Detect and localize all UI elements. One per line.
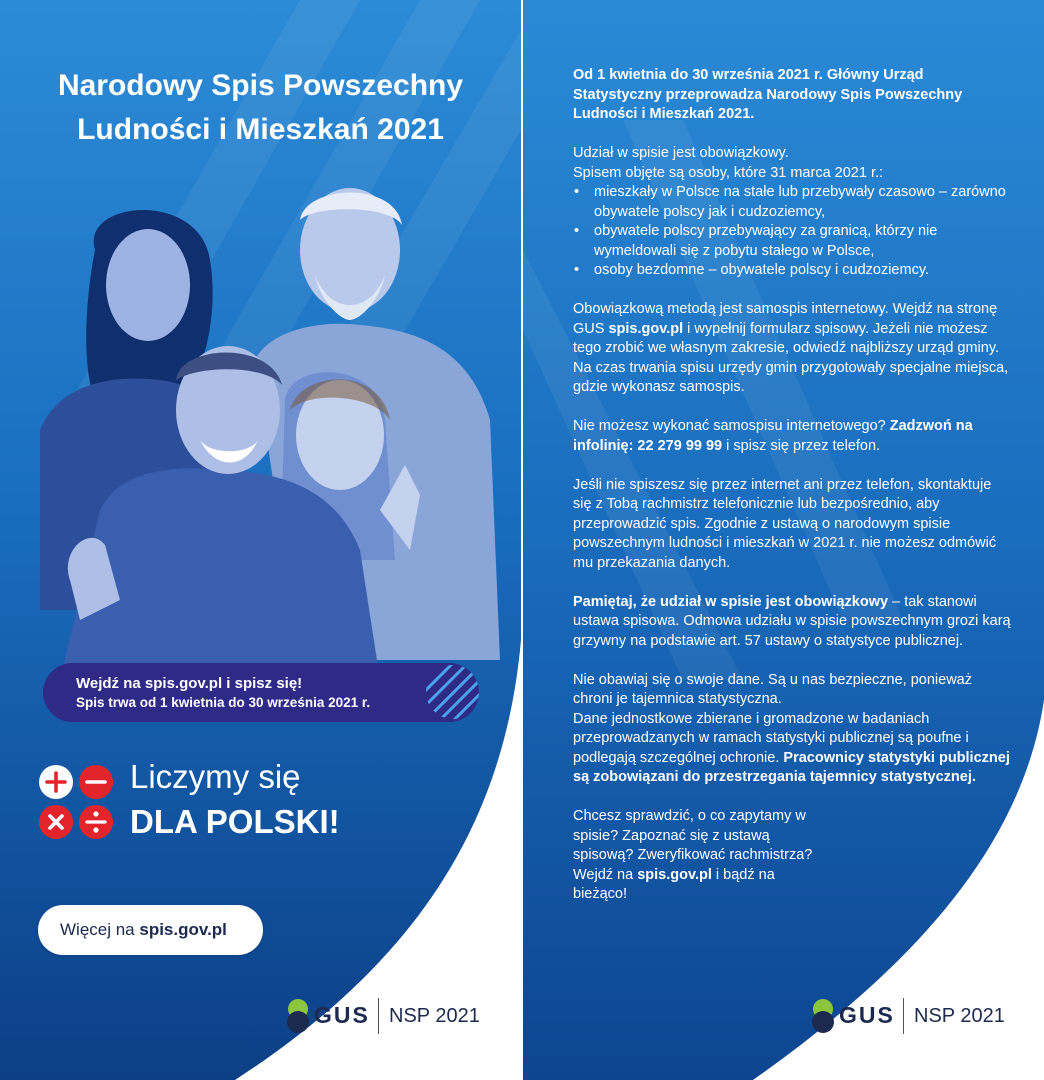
stripes-circle-icon (423, 663, 479, 722)
phone-paragraph (573, 417, 1013, 456)
math-symbols-icon (38, 764, 114, 840)
closing-text-a: Chcesz sprawdzić, o co zapytamy w spisie? Zapoznać się z ustawą spisową? Zweryfikować rachmistrza? Wejdź na (573, 808, 813, 883)
remember-bold: Pamiętaj, że udział w spisie jest obowiązkowy (573, 593, 889, 610)
promo-line-2: Spis trwa od 1 kwietnia do 30 września 2021 r. (76, 695, 371, 710)
phone-text-a: Nie możesz wykonać samospisu internetowego? (573, 418, 890, 434)
title-line-2: Ludności i Mieszkań 2021 (77, 113, 444, 146)
contact-paragraph: Jeśli nie spiszesz się przez internet ani przez telefon, skontaktuje się z Tobą rachmistrz telefonicznie lub bezpośrednio, aby przeprowadzić spis. Zgodnie z ustawą o narodowym spisie powszechnym ludności i mieszkań w 2021 r. nie możesz odmówić mu przekazania danych. (573, 476, 997, 571)
more-info-button[interactable] (38, 905, 263, 955)
nsp-logo-text: NSP 2021 (914, 1005, 1005, 1027)
remember-paragraph (573, 593, 1013, 652)
gus-logo (811, 998, 1021, 1038)
privacy-bold: Pracownicy statystyki publicznej są zobowiązani do przestrzegania tajemnicy statystycznej. (573, 749, 1010, 785)
privacy-text-a: Nie obawiaj się o swoje dane. Są u nas bezpieczne, ponieważ chroni je tajemnica statystyczna. (573, 671, 972, 707)
method-paragraph (573, 300, 1013, 398)
more-info-link[interactable]: spis.gov.pl (139, 920, 227, 939)
method-link[interactable]: spis.gov.pl (608, 320, 684, 337)
privacy-text-b: Dane jednostkowe zbierane i gromadzone w badaniach przeprowadzanych w ramach statystyki publicznej są poufne i podlegają szczególnej ochronie. (573, 710, 969, 766)
remember-rest: – tak stanowi ustawa spisowa. Odmowa udziału w spisie powszechnym grozi karą grzywny na podstawie art. 57 ustawy o statystyce publicznej. (573, 593, 1011, 649)
more-info-label (60, 920, 227, 940)
list-item: • obywatele polscy przebywający za granicą, którzy nie wymeldowali się z pobytu stałego w Polsce, (573, 222, 1013, 261)
obligatory-line-2: Spisem objęte są osoby, które 31 marca 2021 r.: (573, 164, 884, 181)
list-item: • osoby bezdomne – obywatele polscy i cudzoziemcy. (573, 261, 1013, 281)
right-panel (523, 0, 1044, 1080)
logo-separator (903, 998, 904, 1034)
slogan-line-2: DLA POLSKI! (130, 803, 340, 840)
page-title (0, 64, 521, 152)
gus-logo (286, 998, 496, 1038)
method-text-a: Obowiązkową metodą jest samospis internetowy. Wejdź na stronę GUS (573, 301, 998, 337)
title-line-1: Narodowy Spis Powszechny (57, 69, 464, 102)
closing-text-b: i bądź na bieżąco! (573, 866, 775, 902)
coverage-list (573, 183, 1013, 281)
slogan-line-1: Liczymy się (130, 758, 301, 795)
method-text-b: i wypełnij formularz spisowy. Jeżeli nie możesz tego zrobić we własnym zakresie, odwiedź najbliższy urząd gminy. Na czas trwania spisu urzędy gmin przygotowały specjalne miejsca, gdzie wykonasz samospis. (573, 320, 1009, 395)
privacy-paragraph (573, 710, 1013, 788)
logo-separator (378, 998, 379, 1034)
left-panel (0, 0, 521, 1080)
more-info-prefix: Więcej na (60, 920, 140, 939)
gus-logo-text: GUS (839, 1002, 895, 1028)
promo-line-1: Wejdź na spis.gov.pl i spisz się! (76, 675, 303, 692)
closing-link[interactable]: spis.gov.pl (637, 866, 712, 883)
gus-logo-text: GUS (314, 1002, 370, 1028)
nsp-logo-text: NSP 2021 (389, 1005, 480, 1027)
obligatory-line-1: Udział w spisie jest obowiązkowy. (573, 145, 789, 161)
hotline-number[interactable]: Zadzwoń na infolinię: 22 279 99 99 (573, 418, 973, 454)
gus-emblem-icon (286, 998, 312, 1034)
closing-paragraph (573, 807, 818, 905)
gus-emblem-icon (811, 998, 837, 1034)
phone-text-b: i spisz się przez telefon. (722, 437, 881, 454)
info-text (573, 66, 1013, 924)
family-photo (0, 180, 521, 680)
intro-paragraph: Od 1 kwietnia do 30 września 2021 r. Główny Urząd Statystyczny przeprowadza Narodowy Spis Powszechny Ludności i Mieszkań 2021. (573, 67, 963, 122)
list-item: • mieszkały w Polsce na stałe lub przebywały czasowo – zarówno obywatele polscy jak i cudzoziemcy, (573, 183, 1013, 222)
promo-banner[interactable] (43, 663, 479, 722)
